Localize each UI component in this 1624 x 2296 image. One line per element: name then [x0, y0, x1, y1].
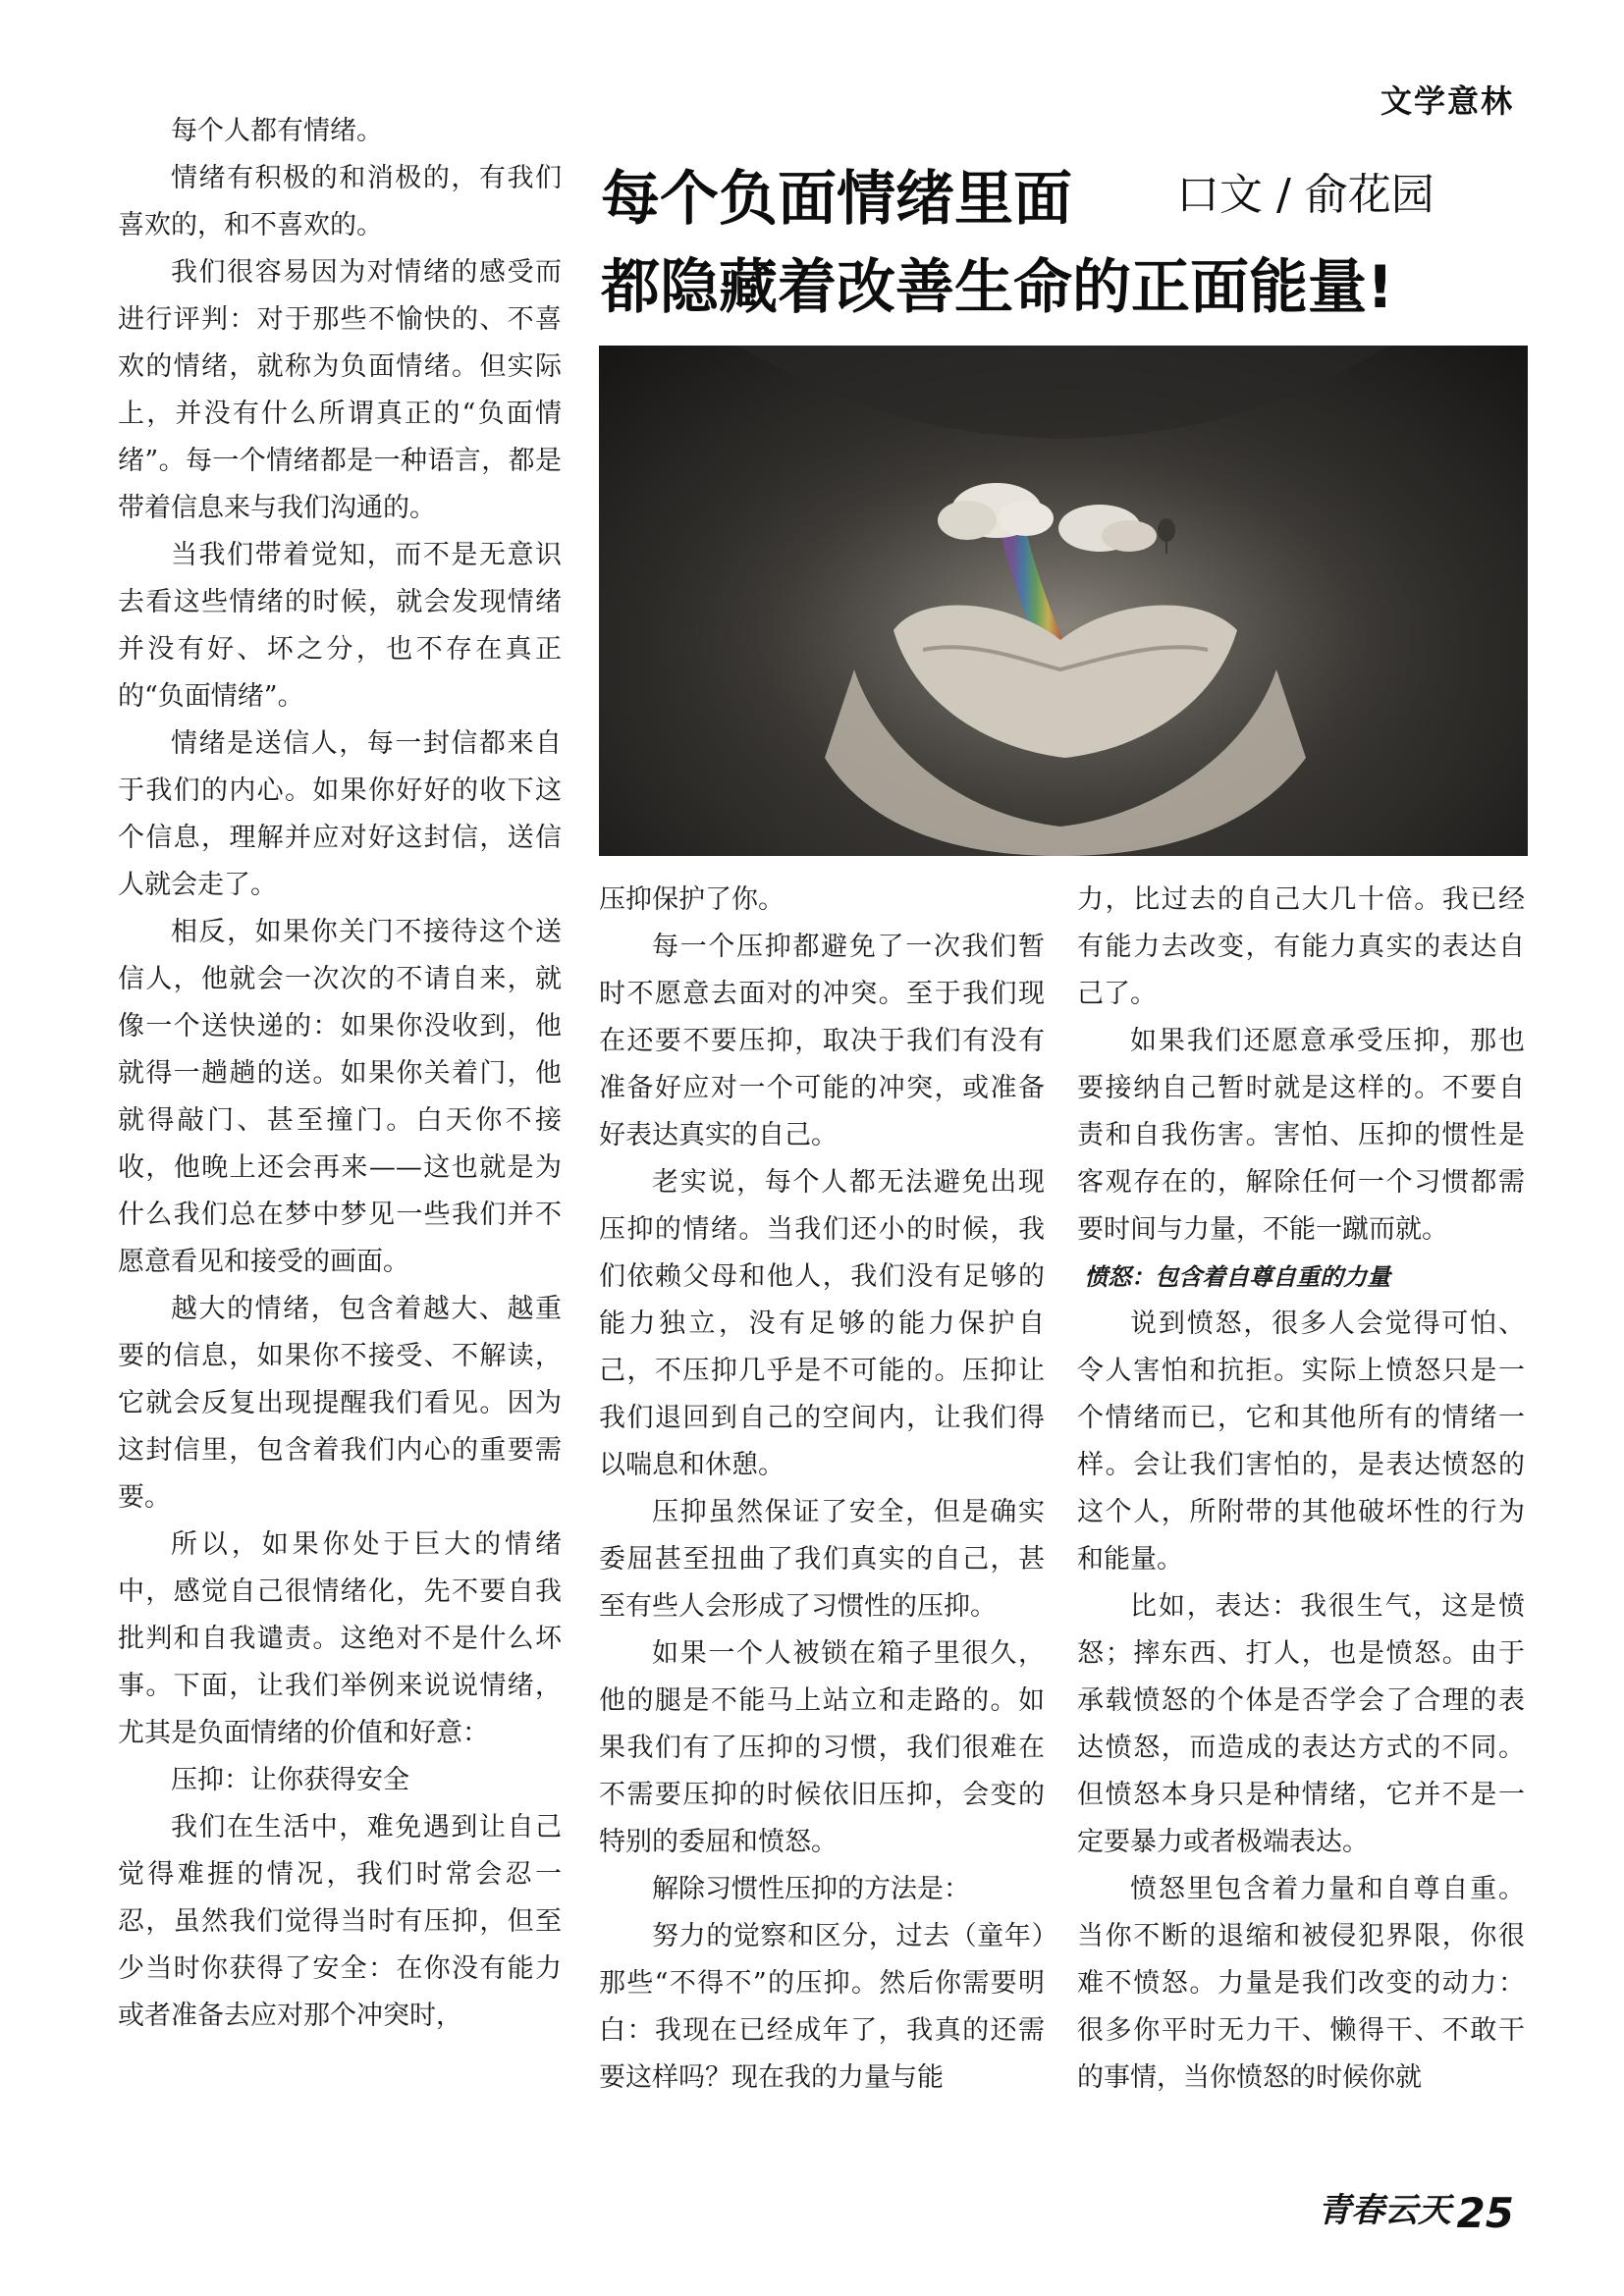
- subheading-anger: 愤怒：包含着自尊自重的力量: [1084, 1263, 1391, 1291]
- column-right: [1077, 877, 1525, 2102]
- subheading: 压抑：让你获得安全: [171, 1765, 409, 1795]
- paragraph: 所以，如果你处于巨大的情绪中，感觉自己很情绪化，先不要自我批判和自我谴责。这绝对不是什么坏事。下面，让我们举例来说说情绪，尤其是负面情绪的价值和好意：: [118, 1529, 562, 1748]
- paragraph: 比如，表达：我很生气，这是愤怒；摔东西、打人，也是愤怒。由于承载愤怒的个体是否学会了合理的表达愤怒，而造成的表达方式的不同。但愤怒本身只是种情绪，它并不是一定要暴力或者极端表达。: [1077, 1591, 1525, 1857]
- footer-magazine-name: 青春云天: [1318, 2191, 1451, 2230]
- paragraph: 努力的觉察和区分，过去（童年）那些“不得不”的压抑。然后你需要明白：我现在已经成年了，我真的还需要这样吗？现在我的力量与能: [599, 1921, 1045, 2093]
- section-label: 文学意林: [1380, 82, 1514, 120]
- paragraph: 越大的情绪，包含着越大、越重要的信息，如果你不接受、不解读，它就会反复出现提醒我们看见。因为这封信里，包含着我们内心的重要需要。: [118, 1294, 562, 1513]
- title-line-2: 都隐藏着改善生命的正面能量!: [601, 253, 1394, 322]
- paragraph: 老实说，每个人都无法避免出现压抑的情绪。当我们还小的时候，我们依赖父母和他人，我们没有足够的能力独立，没有足够的能力保护自己，不压抑几乎是不可能的。压抑让我们退回到自己的空间内，让我们得以喘息和休憩。: [599, 1167, 1045, 1480]
- paragraph: 解除习惯性压抑的方法是：: [652, 1874, 970, 1904]
- paragraph: 相反，如果你关门不接待这个送信人，他就会一次次的不请自来，就像一个送快递的：如果你没收到，他就得一趟趟的送。如果你关着门，他就得敲门、甚至撞门。白天你不接收，他晚上还会再来——这也就是为什么我们总在梦中梦见一些我们并不愿意看见和接受的画面。: [118, 917, 562, 1277]
- photo-illustration: [599, 346, 1528, 856]
- paragraph: 我们很容易因为对情绪的感受而进行评判：对于那些不愉快的、不喜欢的情绪，就称为负面情绪。但实际上，并没有什么所谓真正的“负面情绪”。每一个情绪都是一种语言，都是带着信息来与我们沟通的。: [118, 257, 562, 523]
- paragraph: 愤怒里包含着力量和自尊自重。当你不断的退缩和被侵犯界限，你很难不愤怒。力量是我们改变的动力：很多你平时无力干、懒得干、不敢干的事情，当你愤怒的时候你就: [1077, 1874, 1525, 2093]
- paragraph: 每一个压抑都避免了一次我们暂时不愿意去面对的冲突。至于我们现在还要不要压抑，取决于我们有没有准备好应对一个可能的冲突，或准备好表达真实的自己。: [599, 932, 1045, 1150]
- title-line-1: 每个负面情绪里面: [601, 165, 1072, 234]
- column-left: [118, 108, 562, 2040]
- paragraph: 当我们带着觉知，而不是无意识去看这些情绪的时候，就会发现情绪并没有好、坏之分，也不存在真正的“负面情绪”。: [118, 540, 562, 712]
- paragraph: 情绪是送信人，每一封信都来自于我们的内心。如果你好好的收下这个信息，理解并应对好这封信，送信人就会走了。: [118, 728, 562, 900]
- paragraph: 如果一个人被锁在箱子里很久，他的腿是不能马上站立和走路的。如果我们有了压抑的习惯，我们很难在不需要压抑的时候依旧压抑，会变的特别的委屈和愤怒。: [599, 1638, 1045, 1857]
- column-middle: [599, 877, 1045, 2102]
- paragraph: 每个人都有情绪。: [171, 116, 383, 146]
- paragraph: 说到愤怒，很多人会觉得可怕、令人害怕和抗拒。实际上愤怒只是一个情绪而已，它和其他所有的情绪一样。会让我们害怕的，是表达愤怒的这个人，所附带的其他破坏性的行为和能量。: [1077, 1308, 1525, 1575]
- page-number: 25: [1456, 2189, 1514, 2237]
- paragraph: 如果我们还愿意承受压抑，那也要接纳自己暂时就是这样的。不要自责和自我伤害。害怕、压抑的惯性是客观存在的，解除任何一个习惯都需要时间与力量，不能一蹴而就。: [1077, 1026, 1525, 1245]
- byline: 口文 / 俞花园: [1176, 170, 1435, 220]
- paragraph: 压抑保护了你。: [599, 884, 785, 915]
- paragraph: 情绪有积极的和消极的，有我们喜欢的，和不喜欢的。: [118, 163, 562, 240]
- paragraph: 我们在生活中，难免遇到让自己觉得难捱的情况，我们时常会忍一忍，虽然我们觉得当时有压抑，但至少当时你获得了安全：在你没有能力或者准备去应对那个冲突时，: [118, 1812, 562, 2031]
- hands-holding-clouds-rainbow-photo: [599, 346, 1528, 856]
- paragraph: 力，比过去的自己大几十倍。我已经有能力去改变，有能力真实的表达自己了。: [1077, 884, 1525, 1009]
- paragraph: 压抑虽然保证了安全，但是确实委屈甚至扭曲了我们真实的自己，甚至有些人会形成了习惯性的压抑。: [599, 1497, 1045, 1622]
